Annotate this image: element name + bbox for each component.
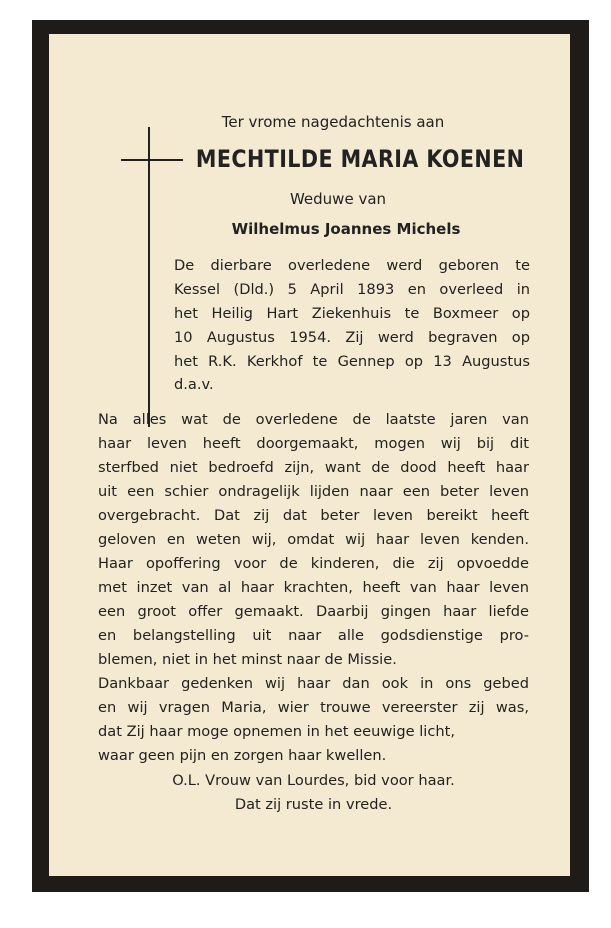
- body-line: een groot offer gemaakt. Daarbij gingen haar liefde: [98, 603, 529, 620]
- widow-label: Weduwe van: [289, 190, 387, 208]
- prayer-line: O.L. Vrouw van Lourdes, bid voor haar.: [172, 772, 455, 789]
- body-line: waar geen pijn en zorgen haar kwellen.: [98, 747, 387, 764]
- body-line: en belangstelling uit naar alle godsdienstige pro-: [98, 627, 529, 644]
- cross-icon-bar: [121, 159, 183, 161]
- intro-text: Ter vrome nagedachtenis aan: [221, 113, 445, 131]
- closing-line: Dat zij ruste in vrede.: [234, 796, 393, 813]
- bio-line: het Heilig Hart Ziekenhuis te Boxmeer op: [174, 305, 530, 322]
- bio-line: d.a.v.: [174, 376, 214, 393]
- bio-line: 10 Augustus 1954. Zij werd begraven op: [174, 329, 530, 346]
- husband-name: Wilhelmus Joannes Michels: [231, 220, 461, 238]
- cross-icon: [148, 127, 150, 427]
- body-line: Na alles wat de overledene de laatste jaren van: [98, 411, 529, 428]
- body-line: Haar opoffering voor de kinderen, die zij opvoedde: [98, 555, 529, 572]
- body-line: blemen, niet in het minst naar de Missie.: [98, 651, 397, 668]
- bio-line: De dierbare overledene werd geboren te: [174, 257, 530, 274]
- body-line: Dankbaar gedenken wij haar dan ook in ons gebed: [98, 675, 529, 692]
- body-line: en wij vragen Maria, wier trouwe vereerster zij was,: [98, 699, 529, 716]
- body-line: geloven en weten wij, omdat wij haar leven kenden.: [98, 531, 529, 548]
- bio-line: Kessel (Dld.) 5 April 1893 en overleed in: [174, 281, 530, 298]
- deceased-name: MECHTILDE MARIA KOENEN: [195, 145, 525, 173]
- body-line: uit een schier ondragelijk lijden naar een beter leven: [98, 483, 529, 500]
- body-line: met inzet van al haar krachten, heeft van haar leven: [98, 579, 529, 596]
- body-line: dat Zij haar moge opnemen in het eeuwige licht,: [98, 723, 455, 740]
- bio-line: het R.K. Kerkhof te Gennep op 13 Augustus: [174, 353, 530, 370]
- body-line: haar leven heeft doorgemaakt, mogen wij bij dit: [98, 435, 529, 452]
- body-line: sterfbed niet bedroefd zijn, want de dood heeft haar: [98, 459, 529, 476]
- body-line: overgebracht. Dat zij dat beter leven bereikt heeft: [98, 507, 529, 524]
